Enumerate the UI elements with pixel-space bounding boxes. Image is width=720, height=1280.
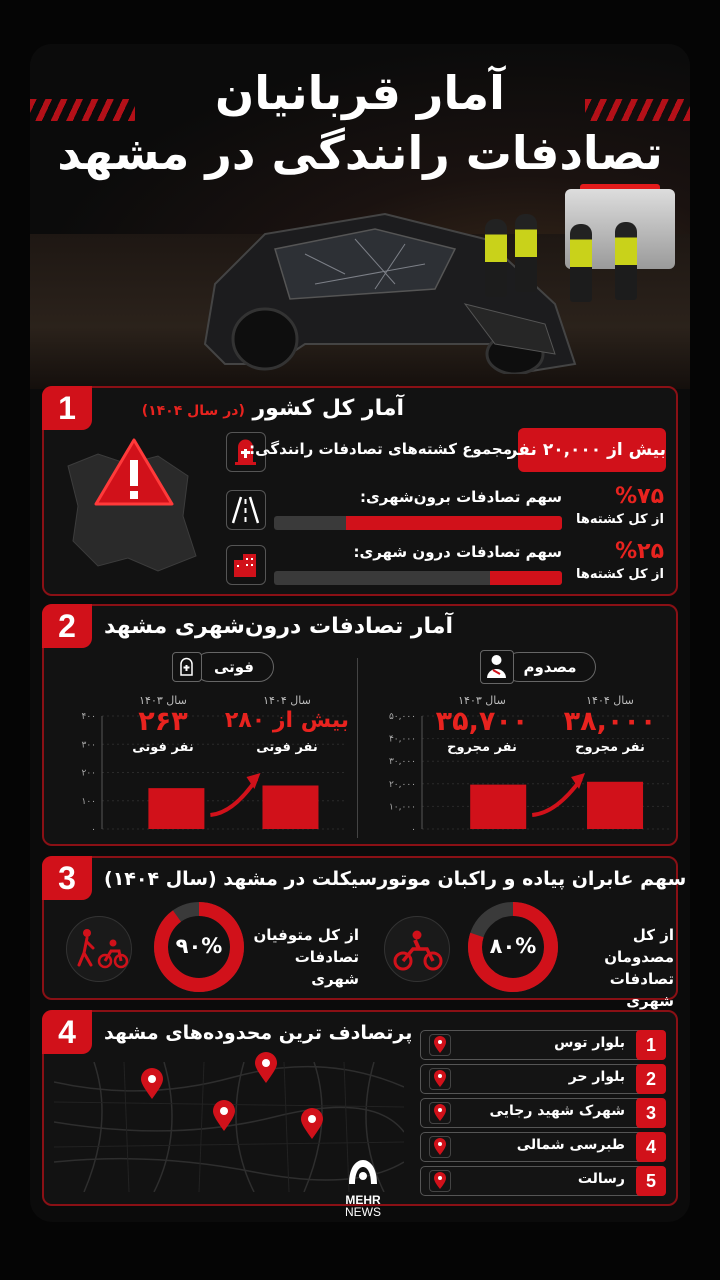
- area-name: رسالت: [577, 1171, 625, 1187]
- location-pin-icon: [140, 1068, 164, 1100]
- injured-y-tick: ۰: [411, 825, 416, 835]
- deaths-y-tick: ۱۰۰: [81, 796, 96, 807]
- rescuer: [485, 219, 507, 297]
- total-deaths-label: مجموع کشته‌های تصادفات رانندگی:: [249, 440, 512, 458]
- location-pin-icon: [300, 1108, 324, 1140]
- mehr-news-logo: [338, 1154, 388, 1222]
- injured-y-tick: ۴۰,۰۰۰: [388, 734, 416, 745]
- injured-y-tick: ۳۰,۰۰۰: [388, 757, 416, 768]
- section-mashhad-urban-stats: [42, 604, 678, 846]
- motorcycle-icon: [384, 916, 450, 982]
- urban-share-bar: [274, 571, 562, 585]
- injured-y-tick: ۱۰,۰۰۰: [388, 802, 416, 813]
- intercity-share-caption: از کل کشته‌ها: [575, 512, 664, 527]
- deaths-y-tick: ۴۰۰: [81, 712, 96, 722]
- location-pin-icon: [429, 1102, 451, 1124]
- injured-unit-1404: نفر مجروح: [575, 740, 645, 755]
- deaths-value-1404: بیش از ۲۸۰: [224, 708, 350, 733]
- deaths-year-1403: سال ۱۴۰۳: [139, 694, 187, 707]
- rescuer: [570, 224, 592, 302]
- infographic-frame: [30, 44, 690, 1222]
- urban-share-bar-fill: [490, 571, 562, 585]
- area-name: بلوار حر: [568, 1069, 625, 1085]
- section-title: سهم عابران پیاده و راکبان موتورسیکلت در مشهد (سال ۱۴۰۴): [104, 868, 687, 890]
- section-title-wrap: [104, 396, 404, 421]
- logo-text-line2: NEWS: [345, 1205, 381, 1219]
- deaths-value-1403: ۲۶۳: [138, 706, 188, 737]
- deaths-year-1404: سال ۱۴۰۴: [263, 694, 311, 707]
- pedestrian-motorcycle-icon: [66, 916, 132, 982]
- deaths-trend-arrow: [210, 779, 256, 815]
- area-name: بلوار توس: [554, 1035, 625, 1051]
- city-icon: [226, 545, 266, 585]
- injured-year-1404: سال ۱۴۰۴: [586, 694, 634, 707]
- injured-person-icon: [480, 650, 514, 684]
- section-title: آمار کل کشور: [252, 396, 404, 421]
- section-number: 2: [42, 604, 92, 648]
- urban-share-row: [214, 539, 672, 591]
- intercity-share-label: سهم تصادفات برون‌شهری:: [360, 488, 562, 506]
- area-list-item: [420, 1064, 666, 1094]
- location-pin-icon: [254, 1052, 278, 1084]
- injured-bar: [470, 785, 526, 829]
- logo-text-line1: MEHR: [345, 1193, 381, 1207]
- area-rank: 3: [636, 1098, 666, 1128]
- total-deaths-value: بیش از ۲۰,۰۰۰ نفر: [518, 428, 666, 472]
- hero-photo: [30, 44, 690, 389]
- urban-share-label: سهم تصادفات درون شهری:: [353, 543, 562, 561]
- area-rank: 2: [636, 1064, 666, 1094]
- deaths-y-tick: ۰: [91, 825, 96, 835]
- injured-pill: مصدوم: [504, 652, 596, 682]
- intercity-share-row: [214, 484, 672, 536]
- area-list-item: [420, 1098, 666, 1128]
- page-title-line1: آمار قربانیان: [215, 66, 505, 120]
- injured-trend-arrow: [532, 779, 581, 815]
- total-deaths-row: [214, 428, 672, 476]
- injured-y-tick: ۲۰,۰۰۰: [388, 779, 416, 790]
- injured-value-1403: ۳۵,۷۰۰: [435, 706, 529, 737]
- deaths-share-percent: ۹۰%: [175, 934, 223, 958]
- injured-share-caption: [564, 924, 674, 1012]
- intercity-share-percent: %۷۵: [615, 484, 664, 509]
- deaths-bar: [148, 788, 204, 829]
- section-number: 4: [42, 1010, 92, 1054]
- injured-share-caption-line1: از کل مصدومان: [604, 926, 674, 966]
- injured-value-1404: ۳۸,۰۰۰: [563, 706, 657, 737]
- location-pin-icon: [429, 1034, 451, 1056]
- rescuer: [515, 214, 537, 292]
- area-list-item: [420, 1166, 666, 1196]
- deaths-unit-1404: نفر فوتی: [256, 740, 318, 755]
- injured-bar: [587, 782, 643, 829]
- deaths-pill: فوتی: [194, 652, 274, 682]
- urban-share-caption: از کل کشته‌ها: [575, 567, 664, 582]
- injured-share-percent: ۸۰%: [489, 934, 537, 958]
- location-pin-icon: [212, 1100, 236, 1132]
- deaths-y-tick: ۲۰۰: [81, 768, 96, 779]
- column-divider: [357, 658, 358, 838]
- injured-year-1403: سال ۱۴۰۳: [458, 694, 506, 707]
- road-icon: [226, 490, 266, 530]
- injured-y-tick: ۵۰,۰۰۰: [388, 712, 416, 722]
- location-pin-icon: [429, 1136, 451, 1158]
- area-rank: 4: [636, 1132, 666, 1162]
- section-number: 1: [42, 386, 92, 430]
- section-title: آمار تصادفات درون‌شهری مشهد: [104, 614, 453, 639]
- injured-share-caption-line2: تصادفات شهری: [609, 970, 674, 1010]
- grave-icon: [172, 652, 202, 682]
- injured-unit-1403: نفر مجروح: [447, 740, 517, 755]
- page-title-line2: تصادفات رانندگی در مشهد: [57, 126, 663, 180]
- location-pin-icon: [429, 1170, 451, 1192]
- deaths-y-tick: ۳۰۰: [81, 740, 96, 751]
- section-number: 3: [42, 856, 92, 900]
- section-national-stats: [42, 386, 678, 596]
- intercity-share-bar: [274, 516, 562, 530]
- intercity-share-bar-fill: [346, 516, 562, 530]
- deaths-share-caption-line2: تصادفات شهری: [294, 948, 359, 988]
- area-name: طبرسی شمالی: [516, 1137, 625, 1153]
- section-title: پرتصادف ترین محدوده‌های مشهد: [104, 1022, 413, 1044]
- location-pin-icon: [429, 1068, 451, 1090]
- area-list-item: [420, 1132, 666, 1162]
- urban-share-percent: %۲۵: [615, 539, 664, 564]
- area-rank: 5: [636, 1166, 666, 1196]
- warning-icon: [92, 436, 176, 508]
- deaths-share-caption-line1: از کل متوفیان: [253, 926, 359, 944]
- section-subtitle: (در سال ۱۴۰۴): [141, 403, 245, 419]
- area-rank: 1: [636, 1030, 666, 1060]
- deaths-bar: [262, 785, 318, 829]
- mehr-logo-mark: [345, 1154, 381, 1190]
- deaths-unit-1403: نفر فوتی: [132, 740, 194, 755]
- area-list-item: [420, 1030, 666, 1060]
- area-name: شهرک شهید رجایی: [489, 1103, 625, 1119]
- section-pedestrian-motorcycle: [42, 856, 687, 1010]
- deaths-share-caption: [249, 924, 359, 990]
- rescuer: [615, 222, 637, 300]
